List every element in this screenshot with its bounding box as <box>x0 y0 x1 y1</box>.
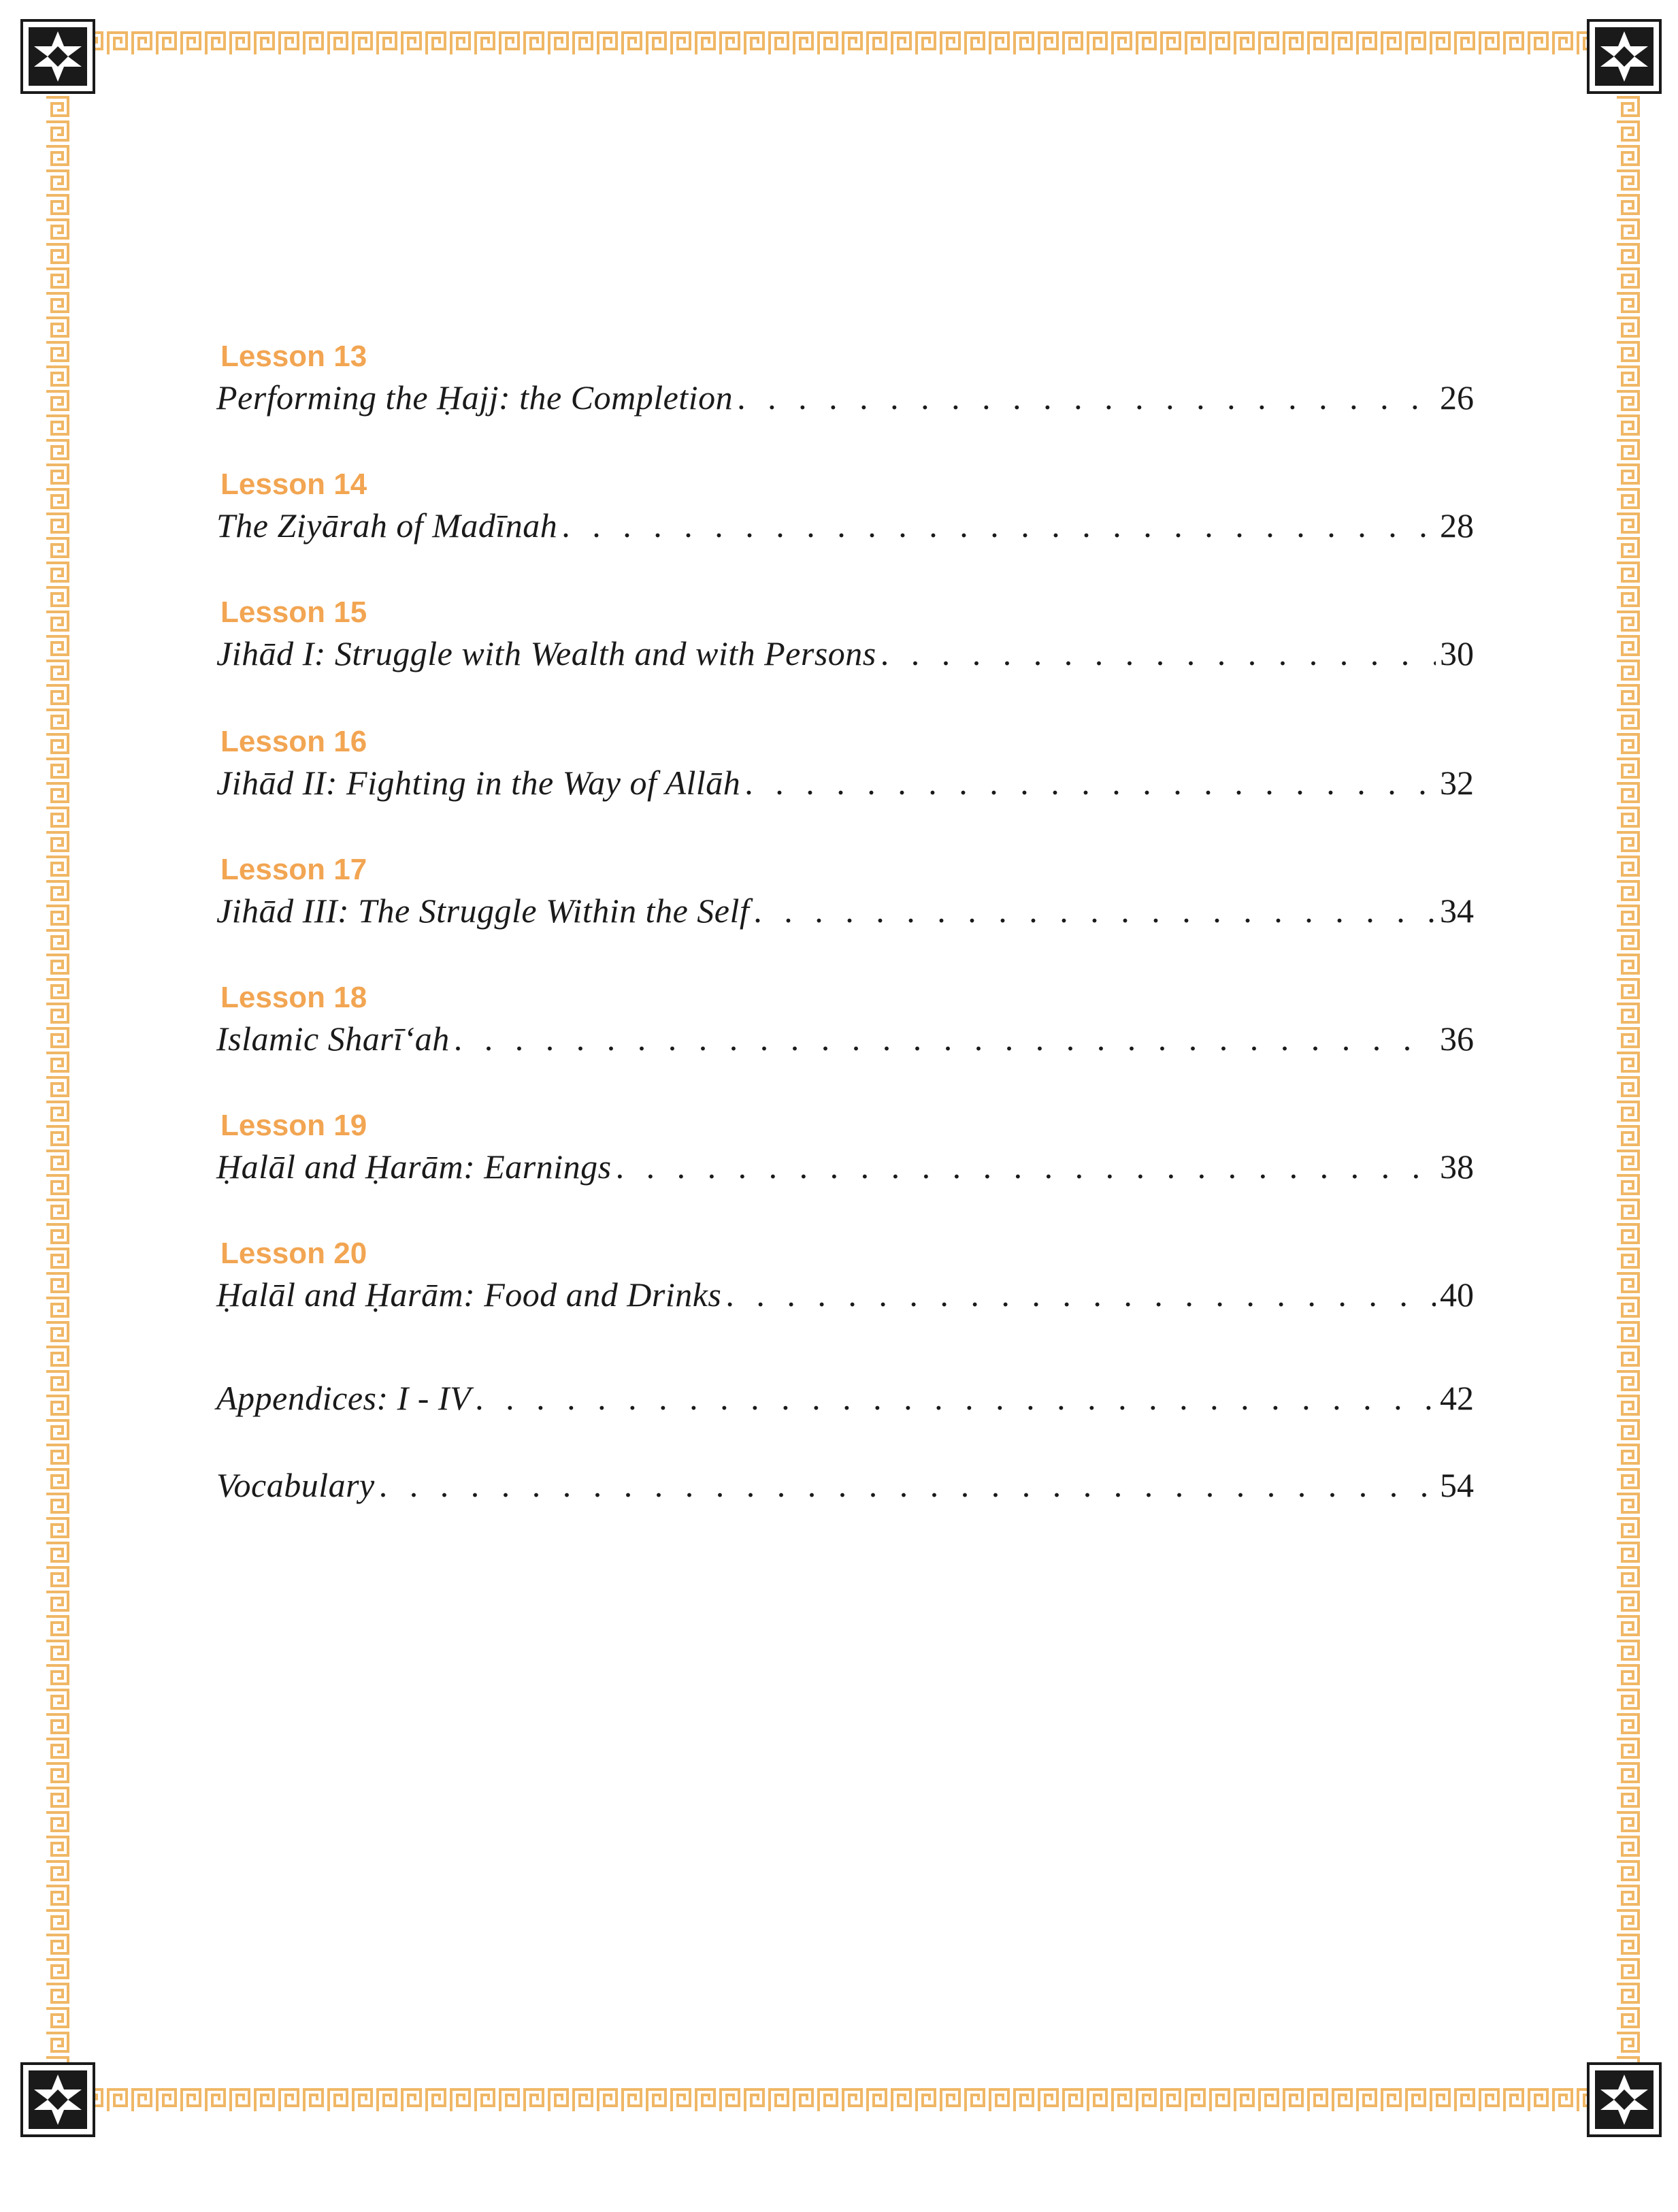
lesson-label: Lesson 19 <box>220 1109 367 1142</box>
lesson-label: Lesson 15 <box>220 596 367 629</box>
toc-line <box>216 504 1474 547</box>
page-number: 54 <box>1440 1466 1474 1504</box>
lesson-label: Lesson 14 <box>220 468 367 501</box>
dot-leader <box>725 1273 1436 1316</box>
toc-entry-appendices[interactable] <box>216 1376 1474 1420</box>
toc-title: Jihād III: The Struggle Within the Self <box>216 892 750 930</box>
corner-ornament-bottom-left <box>20 2062 95 2137</box>
toc-line <box>216 1017 1474 1060</box>
dot-leader <box>744 761 1436 804</box>
toc-entry-lesson-17[interactable] <box>216 851 1474 932</box>
toc-title: Performing the Ḥajj: the Completion <box>216 378 734 417</box>
bottom-border <box>82 2085 1599 2115</box>
page-number: 32 <box>1440 764 1474 802</box>
dot-leader <box>475 1376 1436 1420</box>
page-number: 38 <box>1440 1148 1474 1186</box>
page-number: 40 <box>1440 1275 1474 1314</box>
toc-entry-lesson-18[interactable] <box>216 979 1474 1060</box>
page-number: 34 <box>1440 892 1474 930</box>
corner-ornament-top-left <box>20 19 95 94</box>
toc-title: The Ziyārah of Madīnah <box>216 506 558 544</box>
lesson-label: Lesson 16 <box>220 725 367 758</box>
page-number: 26 <box>1440 378 1474 417</box>
dot-leader <box>561 504 1436 547</box>
toc-entry-lesson-16[interactable] <box>216 723 1474 804</box>
toc-title: Ḥalāl and Ḥarām: Food and Drinks <box>216 1275 722 1314</box>
toc-title: Jihād II: Fighting in the Way of Allāh <box>216 764 741 802</box>
toc-line <box>216 1273 1474 1316</box>
dot-leader <box>379 1463 1436 1507</box>
dot-leader <box>454 1017 1436 1060</box>
right-border <box>1613 95 1643 2069</box>
page-number: 42 <box>1440 1379 1474 1417</box>
toc-entry-lesson-15[interactable] <box>216 593 1474 675</box>
lesson-label: Lesson 13 <box>220 340 367 373</box>
dot-leader <box>737 376 1436 419</box>
lesson-label: Lesson 18 <box>220 981 367 1014</box>
lesson-label: Lesson 20 <box>220 1237 367 1270</box>
page-number: 28 <box>1440 506 1474 544</box>
toc-title: Ḥalāl and Ḥarām: Earnings <box>216 1148 612 1186</box>
toc-line <box>216 1145 1474 1188</box>
lesson-label: Lesson 17 <box>220 853 367 886</box>
toc-line <box>216 1463 1474 1507</box>
toc-entry-lesson-19[interactable] <box>216 1107 1474 1188</box>
toc-line <box>216 889 1474 932</box>
top-border <box>82 29 1599 59</box>
left-border <box>42 95 72 2069</box>
toc-entry-lesson-13[interactable] <box>216 338 1474 419</box>
toc-entry-lesson-14[interactable] <box>216 466 1474 547</box>
toc-entry-lesson-20[interactable] <box>216 1235 1474 1316</box>
toc-title: Islamic Sharī‘ah <box>216 1020 450 1058</box>
corner-ornament-bottom-right <box>1587 2062 1662 2137</box>
table-of-contents <box>216 338 1474 1504</box>
dot-leader <box>881 632 1436 675</box>
corner-ornament-top-right <box>1587 19 1662 94</box>
dot-leader <box>753 889 1436 932</box>
toc-title: Jihād I: Struggle with Wealth and with Persons <box>216 634 876 672</box>
toc-title: Appendices: I - IV <box>216 1379 472 1417</box>
toc-line <box>216 1376 1474 1420</box>
toc-line <box>216 761 1474 804</box>
toc-line <box>216 632 1474 675</box>
page-number: 30 <box>1440 634 1474 672</box>
page-number: 36 <box>1440 1020 1474 1058</box>
dot-leader <box>616 1145 1436 1188</box>
toc-entry-vocabulary[interactable] <box>216 1463 1474 1507</box>
toc-title: Vocabulary <box>216 1466 375 1504</box>
toc-line <box>216 376 1474 419</box>
